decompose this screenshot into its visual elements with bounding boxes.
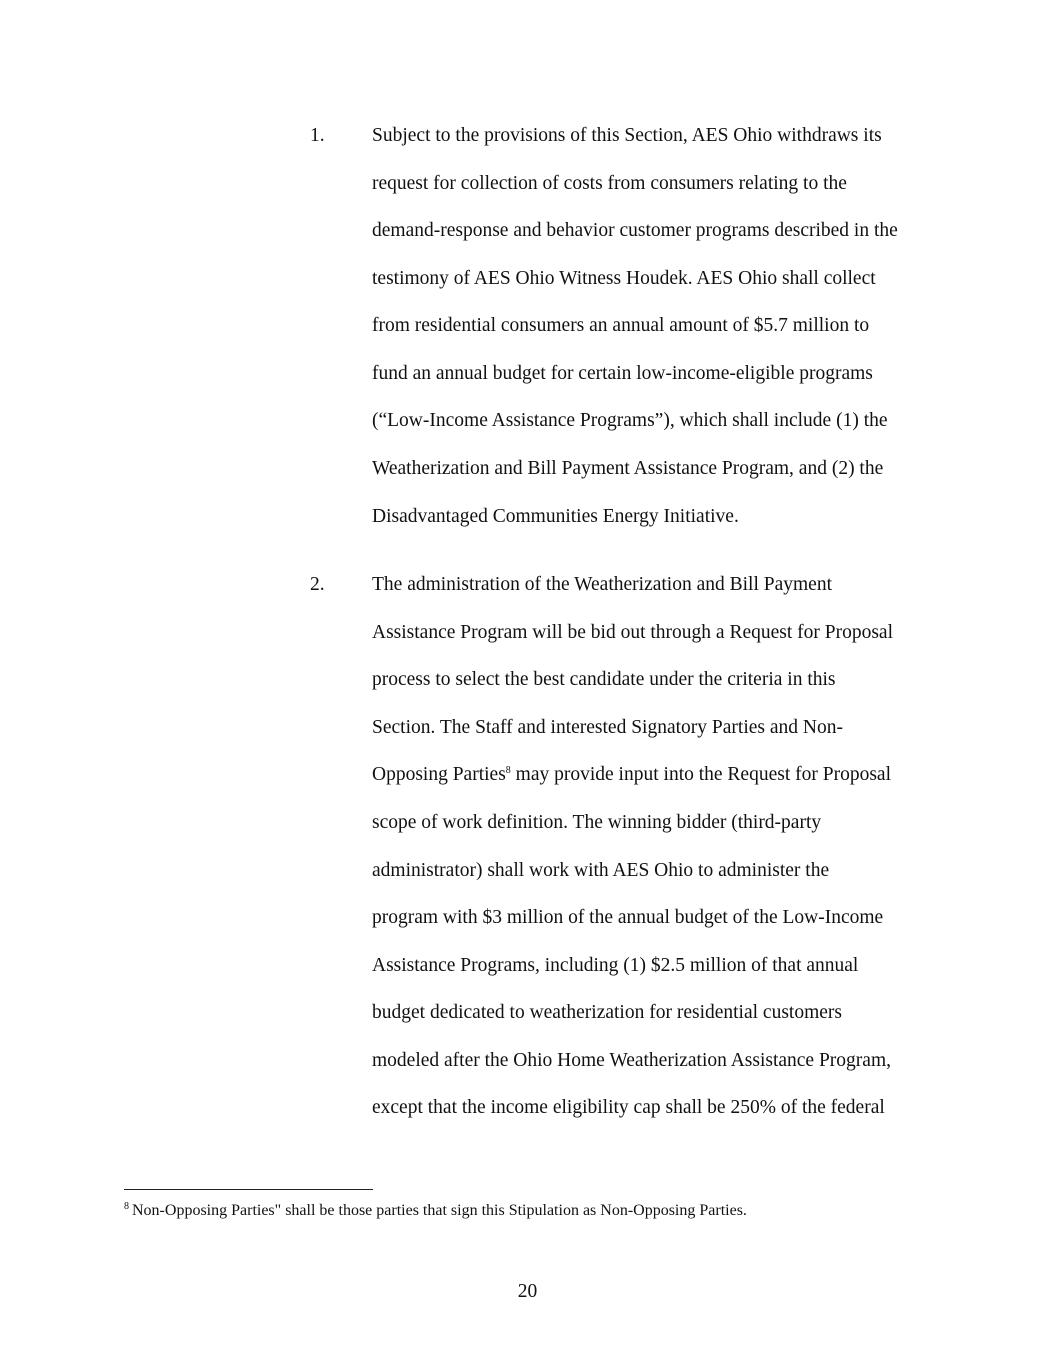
text-line: fund an annual budget for certain low-income-eligible programs (372, 363, 873, 384)
text-line: process to select the best candidate under the criteria in this (372, 669, 836, 690)
text-line: scope of work definition. The winning bidder (third-party (372, 812, 822, 833)
text-line: Subject to the provisions of this Section, AES Ohio withdraws its (372, 125, 882, 146)
text-line-with-footnote-ref (372, 764, 891, 786)
footnote-reference[interactable]: 8 (505, 765, 511, 776)
text-line: Disadvantaged Communities Energy Initiative. (372, 506, 739, 527)
text-line: request for collection of costs from consumers relating to the (372, 173, 847, 194)
text-line: Weatherization and Bill Payment Assistance Program, and (2) the (372, 458, 884, 479)
text-line: (“Low-Income Assistance Programs”), which shall include (1) the (372, 410, 888, 431)
text-line: The administration of the Weatherization and Bill Payment (372, 574, 832, 595)
text-line: Assistance Program will be bid out through a Request for Proposal (372, 622, 894, 643)
text-line: program with $3 million of the annual budget of the Low-Income (372, 907, 884, 928)
page-number: 20 (517, 1281, 538, 1302)
footnote (124, 1201, 747, 1221)
paragraph-number: 1. (310, 125, 325, 146)
footnote-mark: 8 (124, 1201, 129, 1212)
text-line: modeled after the Ohio Home Weatherization Assistance Program, (372, 1050, 891, 1071)
paragraph-number: 2. (310, 574, 325, 595)
text-line: testimony of AES Ohio Witness Houdek. AES Ohio shall collect (372, 268, 876, 289)
footnote-separator (124, 1189, 373, 1190)
footnote-text: Non-Opposing Parties" shall be those parties that sign this Stipulation as Non-Opposing Parties. (132, 1202, 747, 1219)
text-line: budget dedicated to weatherization for residential customers (372, 1002, 842, 1023)
text-segment: Opposing Parties (372, 764, 506, 785)
text-line: demand-response and behavior customer programs described in the (372, 220, 898, 241)
text-line: from residential consumers an annual amount of $5.7 million to (372, 315, 870, 336)
text-line: administrator) shall work with AES Ohio to administer the (372, 860, 830, 881)
text-segment: may provide input into the Request for Proposal (510, 764, 891, 785)
text-line: Section. The Staff and interested Signatory Parties and Non- (372, 717, 843, 738)
text-line: except that the income eligibility cap shall be 250% of the federal (372, 1097, 885, 1118)
text-line: Assistance Programs, including (1) $2.5 million of that annual (372, 955, 859, 976)
